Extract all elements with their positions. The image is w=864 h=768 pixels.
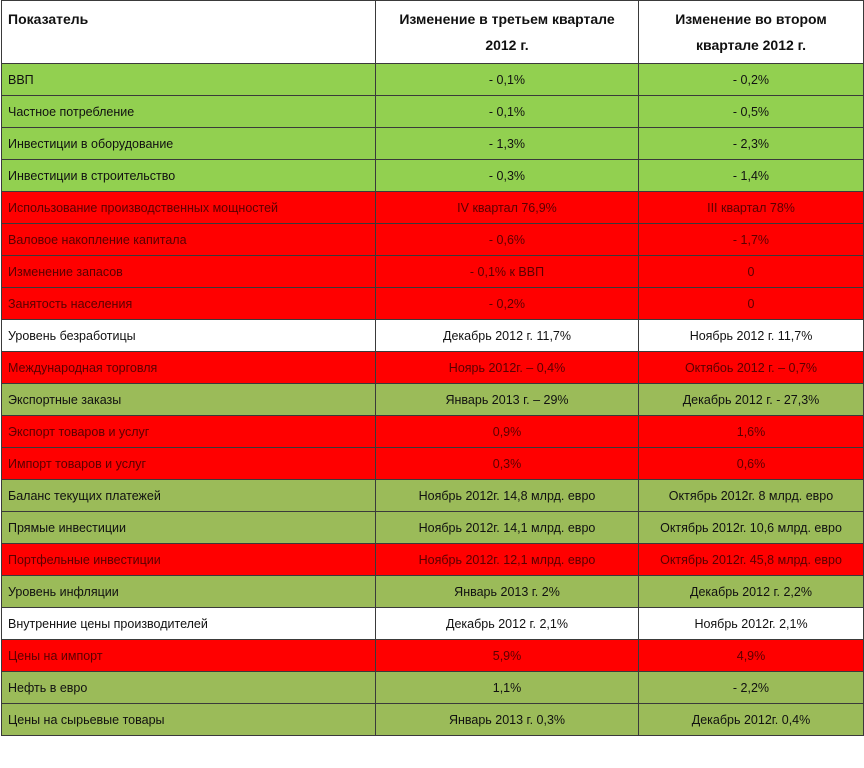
q2-change-cell: Декабрь 2012г. 0,4%	[639, 704, 864, 736]
q2-change-cell: Октябрь 2012г. 10,6 млрд. евро	[639, 512, 864, 544]
q2-change-cell: Октябрь 2012г. 45,8 млрд. евро	[639, 544, 864, 576]
q2-change-cell: 0,6%	[639, 448, 864, 480]
table-row	[2, 448, 864, 480]
q2-change-cell: - 2,3%	[639, 128, 864, 160]
q3-change-cell: - 0,3%	[376, 160, 639, 192]
table-row	[2, 512, 864, 544]
table-row	[2, 224, 864, 256]
q3-change-cell: - 0,2%	[376, 288, 639, 320]
table-row	[2, 160, 864, 192]
q3-change-cell: - 1,3%	[376, 128, 639, 160]
q3-change-cell: Ноярь 2012г. – 0,4%	[376, 352, 639, 384]
q2-change-cell: 0	[639, 256, 864, 288]
header-indicator: Показатель	[2, 1, 376, 64]
indicator-name-cell: Экспортные заказы	[2, 384, 376, 416]
table-row	[2, 704, 864, 736]
table-row	[2, 608, 864, 640]
indicator-name-cell: Международная торговля	[2, 352, 376, 384]
table-row	[2, 320, 864, 352]
q2-change-cell: Октябоь 2012 г. – 0,7%	[639, 352, 864, 384]
q2-change-cell: 1,6%	[639, 416, 864, 448]
q3-change-cell: Январь 2013 г. 2%	[376, 576, 639, 608]
table-row	[2, 576, 864, 608]
q3-change-cell: 1,1%	[376, 672, 639, 704]
indicator-name-cell: Портфельные инвестиции	[2, 544, 376, 576]
q3-change-cell: Ноябрь 2012г. 14,1 млрд. евро	[376, 512, 639, 544]
q3-change-cell: 5,9%	[376, 640, 639, 672]
q3-change-cell: 0,9%	[376, 416, 639, 448]
indicator-name-cell: Нефть в евро	[2, 672, 376, 704]
table-row	[2, 480, 864, 512]
q2-change-cell: Ноябрь 2012г. 2,1%	[639, 608, 864, 640]
q3-change-cell: - 0,1%	[376, 64, 639, 96]
table-row	[2, 256, 864, 288]
table-row	[2, 384, 864, 416]
q3-change-cell: Декабрь 2012 г. 2,1%	[376, 608, 639, 640]
q2-change-cell: - 2,2%	[639, 672, 864, 704]
q2-change-cell: Ноябрь 2012 г. 11,7%	[639, 320, 864, 352]
table-row	[2, 416, 864, 448]
q3-change-cell: - 0,1%	[376, 96, 639, 128]
table-row	[2, 544, 864, 576]
indicator-name-cell: Инвестиции в оборудование	[2, 128, 376, 160]
indicator-name-cell: Использование производственных мощностей	[2, 192, 376, 224]
table-row	[2, 64, 864, 96]
indicator-name-cell: Экспорт товаров и услуг	[2, 416, 376, 448]
q3-change-cell: IV квартал 76,9%	[376, 192, 639, 224]
q3-change-cell: 0,3%	[376, 448, 639, 480]
indicator-name-cell: Частное потребление	[2, 96, 376, 128]
indicator-name-cell: Уровень безработицы	[2, 320, 376, 352]
indicator-name-cell: Инвестиции в строительство	[2, 160, 376, 192]
indicator-name-cell: ВВП	[2, 64, 376, 96]
q2-change-cell: Декабрь 2012 г. - 27,3%	[639, 384, 864, 416]
q2-change-cell: Октябрь 2012г. 8 млрд. евро	[639, 480, 864, 512]
indicators-table	[1, 0, 864, 736]
table-row	[2, 640, 864, 672]
table-row	[2, 288, 864, 320]
indicator-name-cell: Импорт товаров и услуг	[2, 448, 376, 480]
q2-change-cell: - 0,2%	[639, 64, 864, 96]
table-row	[2, 96, 864, 128]
q3-change-cell: Декабрь 2012 г. 11,7%	[376, 320, 639, 352]
table-row	[2, 192, 864, 224]
q2-change-cell: - 1,4%	[639, 160, 864, 192]
q2-change-cell: III квартал 78%	[639, 192, 864, 224]
q2-change-cell: 0	[639, 288, 864, 320]
indicator-name-cell: Изменение запасов	[2, 256, 376, 288]
table-row	[2, 128, 864, 160]
table-row	[2, 672, 864, 704]
indicator-name-cell: Прямые инвестиции	[2, 512, 376, 544]
q3-change-cell: - 0,1% к ВВП	[376, 256, 639, 288]
q3-change-cell: - 0,6%	[376, 224, 639, 256]
indicator-name-cell: Валовое накопление капитала	[2, 224, 376, 256]
header-row	[2, 1, 864, 64]
indicator-name-cell: Цены на импорт	[2, 640, 376, 672]
header-q3-change: Изменение в третьем квартале 2012 г.	[376, 1, 639, 64]
q3-change-cell: Ноябрь 2012г. 14,8 млрд. евро	[376, 480, 639, 512]
q2-change-cell: - 1,7%	[639, 224, 864, 256]
indicator-name-cell: Внутренние цены производителей	[2, 608, 376, 640]
q2-change-cell: 4,9%	[639, 640, 864, 672]
table-body	[2, 64, 864, 736]
indicator-name-cell: Баланс текущих платежей	[2, 480, 376, 512]
q2-change-cell: - 0,5%	[639, 96, 864, 128]
indicator-name-cell: Уровень инфляции	[2, 576, 376, 608]
q2-change-cell: Декабрь 2012 г. 2,2%	[639, 576, 864, 608]
table-row	[2, 352, 864, 384]
q3-change-cell: Январь 2013 г. – 29%	[376, 384, 639, 416]
q3-change-cell: Январь 2013 г. 0,3%	[376, 704, 639, 736]
header-q2-change: Изменение во втором квартале 2012 г.	[639, 1, 864, 64]
q3-change-cell: Ноябрь 2012г. 12,1 млрд. евро	[376, 544, 639, 576]
indicator-name-cell: Цены на сырьевые товары	[2, 704, 376, 736]
indicator-name-cell: Занятость населения	[2, 288, 376, 320]
